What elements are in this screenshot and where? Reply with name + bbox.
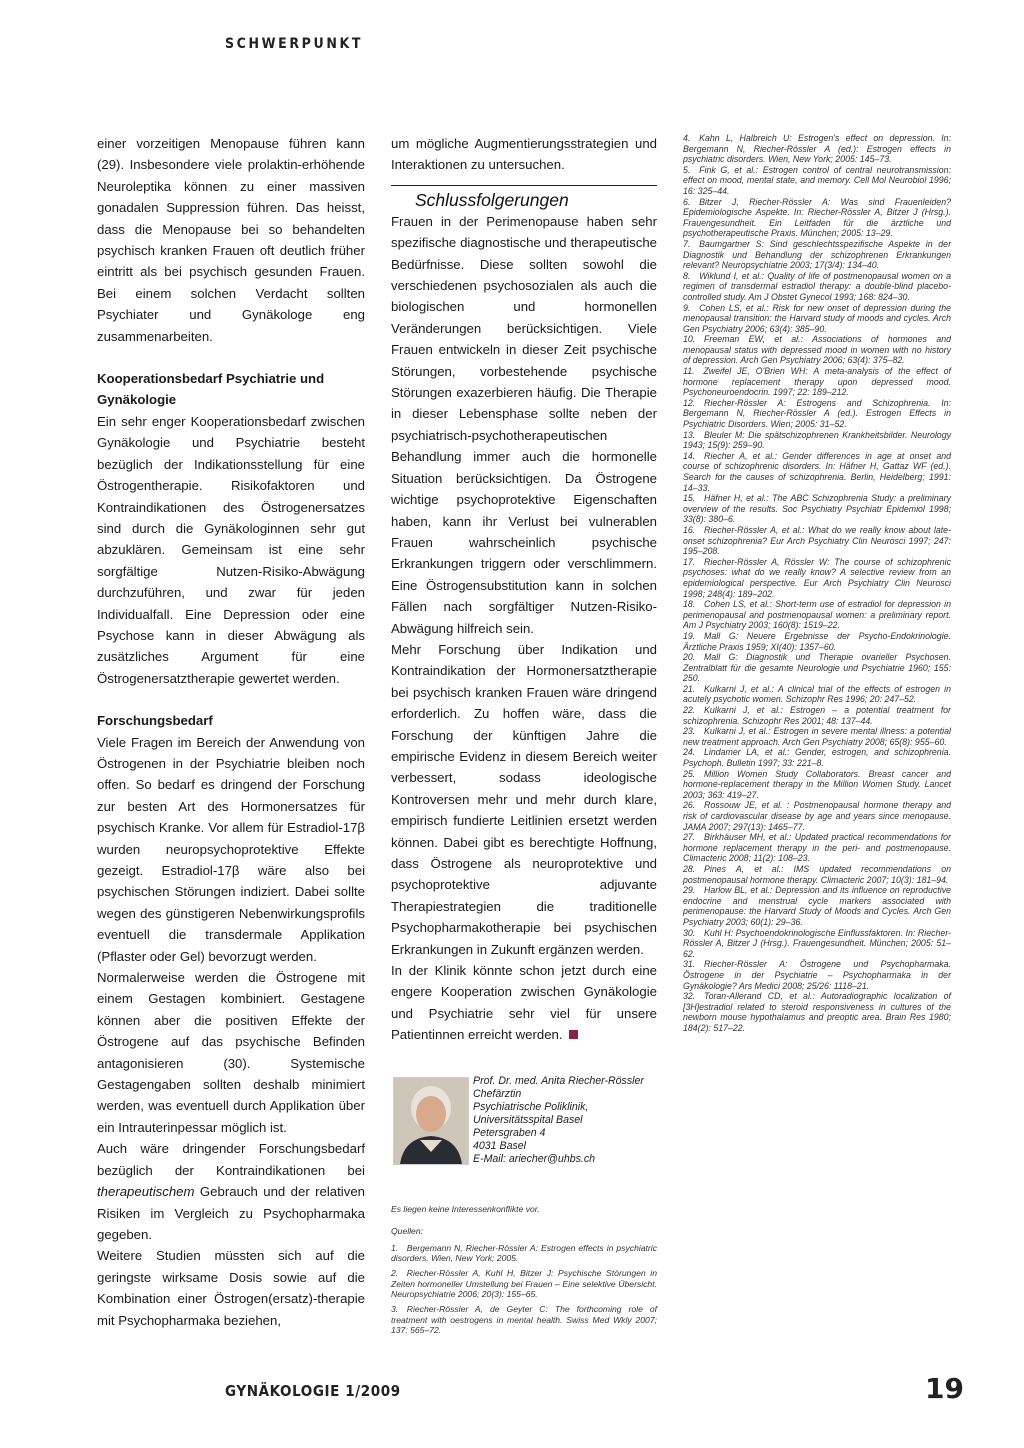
- section-divider: [391, 185, 657, 186]
- paragraph: Normalerweise werden die Östrogene mit einem Gestagen kombiniert. Gestagene können aber die positiven Effekte der Östrogene auf das psychische Befinden antagonisieren (30). Systemische Gestagengaben sollten deshalb minimiert werden, was eventuell durch Applikation über ein Intrauterinpessar möglich ist.: [97, 970, 365, 1135]
- reference-item: 11. Zweifel JE, O'Brien WH: A meta-analysis of the effect of hormone replacement therapy upon depressed mood. Psychoneuroendocrin. 1997; 22: 189–212.: [683, 366, 951, 398]
- author-department: Psychiatrische Poliklinik,: [473, 1101, 589, 1113]
- reference-item: 26. Rossouw JE, et al. : Postmenopausal hormone therapy and risk of cardiovascular disease by age and years since menopause. JAMA 2007; 297(13): 1465–77.: [683, 800, 951, 832]
- reference-item: 1. Bergemann N, Riecher-Rössler A: Estrogen effects in psychiatric disorders. Wien, New York; 2005.: [391, 1242, 657, 1264]
- article-column-1: [97, 133, 365, 1331]
- reference-item: 19. Mall G: Neuere Ergebnisse der Psycho-Endokrinologie. Ärztliche Praxis 1959; XI(40): 1357–60.: [683, 630, 951, 652]
- paragraph: um mögliche Augmentierungsstrategien und Interaktionen zu untersuchen.: [391, 136, 657, 173]
- subheading-forschungsbedarf: Forschungsbedarf: [97, 713, 213, 729]
- reference-list: [683, 133, 951, 1033]
- reference-item: 24. Lindamer LA, et al.: Gender, estrogen, and schizophrenia. Psychoph. Bulletin 1997; 33: 221–8.: [683, 747, 951, 769]
- paragraph: Mehr Forschung über Indikation und Kontraindikation der Hormonersatztherapie bei psychisch kranken Frauen wäre dringend erforderlich. Zu hoffen wäre, dass die Forschung der künftigen Jahre die empirische Evidenz in diesem Bereich weiter verbessert, sodass ideologische Kontroversen mehr und mehr durch klare, empirisch fundierte Leitlinien ersetzt werden können. Dabei gibt es berechtigte Hoffnung, dass Östrogene als neuroprotektive und psychoprotektive adjuvante Therapiestrategien die traditionelle Psychopharmakotherapie bei psychischen Erkrankungen in Zukunft ergänzen werden.: [391, 641, 657, 957]
- reference-item: 15. Häfner H, et al.: The ABC Schizophrenia Study: a preliminary overview of the results. Soc Psychiatry Psychiatr Epidemiol 1998; 33(8): 380–6.: [683, 493, 951, 525]
- paragraph: Weitere Studien müssten sich auf die geringste wirksame Dosis sowie auf die Kombination einer Östrogen(ersatz)-therapie mit Psychopharmaka beziehen,: [97, 1248, 365, 1328]
- reference-item: 13. Bleuler M: Die spätschizophrenen Krankheitsbilder. Neurology 1943; 15(9): 259–90.: [683, 429, 951, 451]
- reference-item: 12. Riecher-Rössler A: Estrogens and Schizophrenia. In: Bergemann N, Riecher-Rössler A (ed.). Estrogen Effects in Psychiatric Disorders. Wien; 2005: 31–52.: [683, 397, 951, 430]
- author-city: 4031 Basel: [473, 1140, 527, 1152]
- author-box: [391, 1073, 657, 1193]
- reference-item: 30. Kuhl H: Psychoendokrinologische Einflussfaktoren. In: Riecher-Rössler A, Bitzer J (Hrsg.). Frauengesundheit. München; 2005: 51–62.: [683, 927, 951, 959]
- section-header: SCHWERPUNKT: [225, 36, 364, 52]
- subheading-kooperationsbedarf: Kooperationsbedarf Psychiatrie und Gynäkologie: [97, 371, 325, 408]
- author-name: Prof. Dr. med. Anita Riecher-Rössler: [473, 1075, 644, 1087]
- reference-item: 20. Mall G: Diagnostik und Therapie ovarieller Psychosen. Zentralblatt für die gesamte Neurologie und Psychiatrie 1960; 155: 250.: [683, 652, 951, 684]
- paragraph: Viele Fragen im Bereich der Anwendung von Östrogenen in der Psychiatrie bleiben noch offen. So bedarf es dringend der Forschung zur besten Art des Hormonersatzes für psychisch Kranke. Vor allem für Estradiol-17β wurden neuropsychoprotektive Effekte gezeigt. Estradiol-17β wäre also bei psychischen Störungen indiziert. Dabei sollte wegen des günstigeren Nebenwirkungsprofils eventuell die transdermale Applikation (Pflaster oder Gel) bevorzugt werden.: [97, 734, 365, 964]
- paragraph: Auch wäre dringender Forschungsbedarf bezüglich der Kontraindikationen bei therapeutischem Gebrauch und der relativen Risiken im Vergleich zu Psychopharmaka gegeben.: [97, 1141, 365, 1242]
- reference-item: 27. Birkhäuser MH, et al.: Updated practical recommendations for hormone replacement therapy in the peri- and postmenopause. Climacteric 2008; 11(2): 108–23.: [683, 832, 951, 864]
- reference-item: 28. Pines A, et al.: IMS updated recommendations on postmenopausal hormone therapy. Climacteric 2007; 10(3): 181–94.: [683, 863, 951, 885]
- reference-item: 17. Riecher-Rössler A, Rössler W: The course of schizophrenic psychoses: what do we really know? A selective review from an epidemiological perspective. Eur Arch Psychiatry Clin Neurosci 1998; 248(4): 189–202.: [683, 556, 951, 599]
- paragraph: Frauen in der Perimenopause haben sehr spezifische diagnostische und therapeutische Bedürfnisse. Diese sollten sowohl die verschiedenen psychosozialen als auch die biologischen und hormonellen Veränderungen berücksichtigen. Viele Frauen entwickeln in dieser Zeit psychische Störungen, vorbestehende psychische Störungen exazerbieren häufig. Die Therapie in dieser Lebensphase sollte neben der psychiatrisch-psychotherapeutischen Behandlung immer auch die hormonelle Situation berücksichtigen. Da Östrogene wichtige psychoprotektive Eigenschaften haben, kann ihr Verlust bei vulnerablen Frauen wahrscheinlich psychische Erkrankungen triggern oder verschlimmern. Eine Östrogensubstitution kann in solchen Fällen nach sorgfältiger Nutzen-Risiko-Abwägung hilfreich sein.: [391, 213, 657, 636]
- article-column-2: [391, 133, 657, 1046]
- reference-item: 10. Freeman EW, et al.: Associations of hormones and menopausal status with depressed mood in women with no history of depression. Arch Gen Psychiatry 2006; 63(4): 375–82.: [683, 334, 951, 366]
- sources-list: [391, 1226, 657, 1340]
- author-street: Petersgraben 4: [473, 1127, 546, 1139]
- reference-item: 25. Million Women Study Collaborators. Breast cancer and hormone-replacement therapy in the Million Women Study. Lancet 2003; 363: 419–27.: [683, 768, 951, 800]
- author-institution: Universitätsspital Basel: [473, 1114, 583, 1126]
- footer-journal-issue: GYNÄKOLOGIE 1/2009: [225, 1382, 401, 1400]
- sources-label: Quellen:: [391, 1226, 424, 1236]
- conflict-of-interest-note: Es liegen keine Interessenkonflikte vor.: [391, 1204, 540, 1214]
- end-of-article-square-icon: [569, 1030, 578, 1039]
- reference-item: 31. Riecher-Rössler A: Östrogene und Psychopharmaka. Östrogene in der Psychiatrie – Psychopharmaka in der Gynäkologie? Ars Medici 2008; 25/26: 1118–21.: [683, 959, 951, 991]
- paragraph: Ein sehr enger Kooperationsbedarf zwischen Gynäkologie und Psychiatrie besteht bezüglich der Indikationsstellung für eine Östrogentherapie. Risikofaktoren und Kontraindikationen des Östrogenersatzes sind durch die Gynäkologinnen sehr gut abzuklären. Gemeinsam ist eine sehr sorgfältige Nutzen-Risiko-Abwägung durchzuführen, und zwar für jeden Individualfall. Eine Depression oder eine Psychose kann in dieser Abwägung als zusätzliches Argument für eine Östrogenersatztherapie gewertet werden.: [97, 413, 365, 686]
- author-portrait-icon: [393, 1077, 469, 1165]
- reference-item: 2. Riecher-Rössler A, Kuhl H, Bitzer J: Psychische Störungen in Zeiten hormoneller Umstellung bei Frauen – Eine selektive Übersicht. Neuropsychiatrie 2006; 20(3): 155–65.: [391, 1267, 657, 1300]
- reference-item: 3. Riecher-Rössler A, de Geyter C: The forthcoming role of treatment with oestrogens in mental health. Swiss Med Wkly 2007; 137: 565–72.: [391, 1303, 657, 1336]
- page-number: 19: [925, 1372, 964, 1405]
- reference-item: 23. Kulkarni J, et al.: Estrogen in severe mental illness: a potential new treatment approach. Arch Gen Psychiatry 2008; 65(8): 955–60.: [683, 726, 951, 747]
- reference-item: 22. Kulkarni J, et al.: Estrogen – a potential treatment for schizophrenia. Schizophr Res 2001; 48: 137–44.: [683, 705, 951, 726]
- author-contact: [473, 1075, 658, 1166]
- reference-item: 8. Wiklund I, et al.: Quality of life of postmenopausal women on a regimen of transdermal estradiol therapy: a double-blind placebo-controlled study. Am J Obstet Gynecol 1993; 168: 824–30.: [683, 270, 951, 302]
- author-email[interactable]: E-Mail: ariecher@uhbs.ch: [473, 1153, 596, 1165]
- reference-item: 5. Fink G, et al.: Estrogen control of central neurotransmission: effect on mood, mental state, and memory. Cell Mol Neurobiol 1996; 16: 325–44.: [683, 164, 951, 196]
- paragraph: einer vorzeitigen Menopause führen kann (29). Insbesondere viele prolaktin-erhöhende Neuroleptika können zu einer massiven gonadalen Suppression führen. Das heisst, dass die Menopause bei so behandelten psychisch kranken Frauen oft deutlich früher eintritt als bei psychisch gesunden Frauen. Bei einem solchen Verdacht sollten Psychiater und Gynäkologe eng zusammenarbeiten.: [97, 136, 365, 344]
- reference-item: 7. Baumgartner S: Sind geschlechtsspezifische Aspekte in der Diagnostik und Behandlung der schizophrenen Erkrankungen relevant? Neuropsychiatrie 2003; 17(3/4): 134–40.: [683, 238, 951, 271]
- paragraph: In der Klinik könnte schon jetzt durch eine engere Kooperation zwischen Gynäkologie und Psychiatrie sehr viel für unsere Patientinnen erreicht werden.: [391, 963, 657, 1043]
- section-title: Schlussfolgerungen: [415, 189, 569, 210]
- reference-item: 29. Harlow BL, et al.: Depression and its influence on reproductive endocrine and menstrual cycle markers associated with perimenopause: the Harvard Study of Moods and Cycles. Arch Gen Psychiatry 2003; 60(1): 29–36.: [683, 885, 951, 927]
- reference-item: 4. Kahn L, Halbreich U: Estrogen's effect on depression. In: Bergemann N, Riecher-Rössler A (ed.): Estrogen effects in psychiatric disorders. Wien, New York; 2005: 145–73.: [683, 133, 951, 165]
- author-role: Chefärztin: [473, 1088, 522, 1100]
- reference-item: 14. Riecher A, et al.: Gender differences in age at onset and course of schizophrenic disorders. In: Häfner H, Gattaz WF (ed.). Search for the causes of schizophrenia. Berlin, Heidelberg; 1991: 14–33.: [683, 450, 951, 493]
- reference-item: 21. Kulkarni J, et al.: A clinical trial of the effects of estrogen in acutely psychotic women. Schizophr Res 1996; 20: 247–52.: [683, 683, 951, 705]
- reference-item: 9. Cohen LS, et al.: Risk for new onset of depression during the menopausal transition: the Harvard study of moods and cycles. Arch Gen Psychiatry 2006; 63(4): 385–90.: [683, 302, 951, 334]
- reference-item: 18. Cohen LS, et al.: Short-term use of estradiol for depression in perimenopausal and postmenopausal women: a preliminary report. Am J Psychiatry 2003; 160(8): 1519–22.: [683, 599, 951, 631]
- reference-item: 32. Toran-Allerand CD, et al.: Autoradiographic localization of [3H]estradiol related to steroid responsiveness in cultures of the newborn mouse hypothalamus and preoptic area. Brain Res 1980; 184(2): 517–22.: [683, 991, 951, 1033]
- reference-item: 6. Bitzer J, Riecher-Rössler A: Was sind Frauenleiden? Epidemiologische Aspekte. In: Riecher-Rössler A, Bitzer J (Hrsg.). Frauengesundheit. Ein Leitfaden für die ärztliche und psychotherapeutische Praxis. München; 2005: 13–29.: [683, 196, 951, 239]
- reference-item: 16. Riecher-Rössler A, et al.: What do we really know about late-onset schizophrenia? Eur Arch Psychiatry Clin Neurosci 1997; 247: 195–208.: [683, 524, 951, 557]
